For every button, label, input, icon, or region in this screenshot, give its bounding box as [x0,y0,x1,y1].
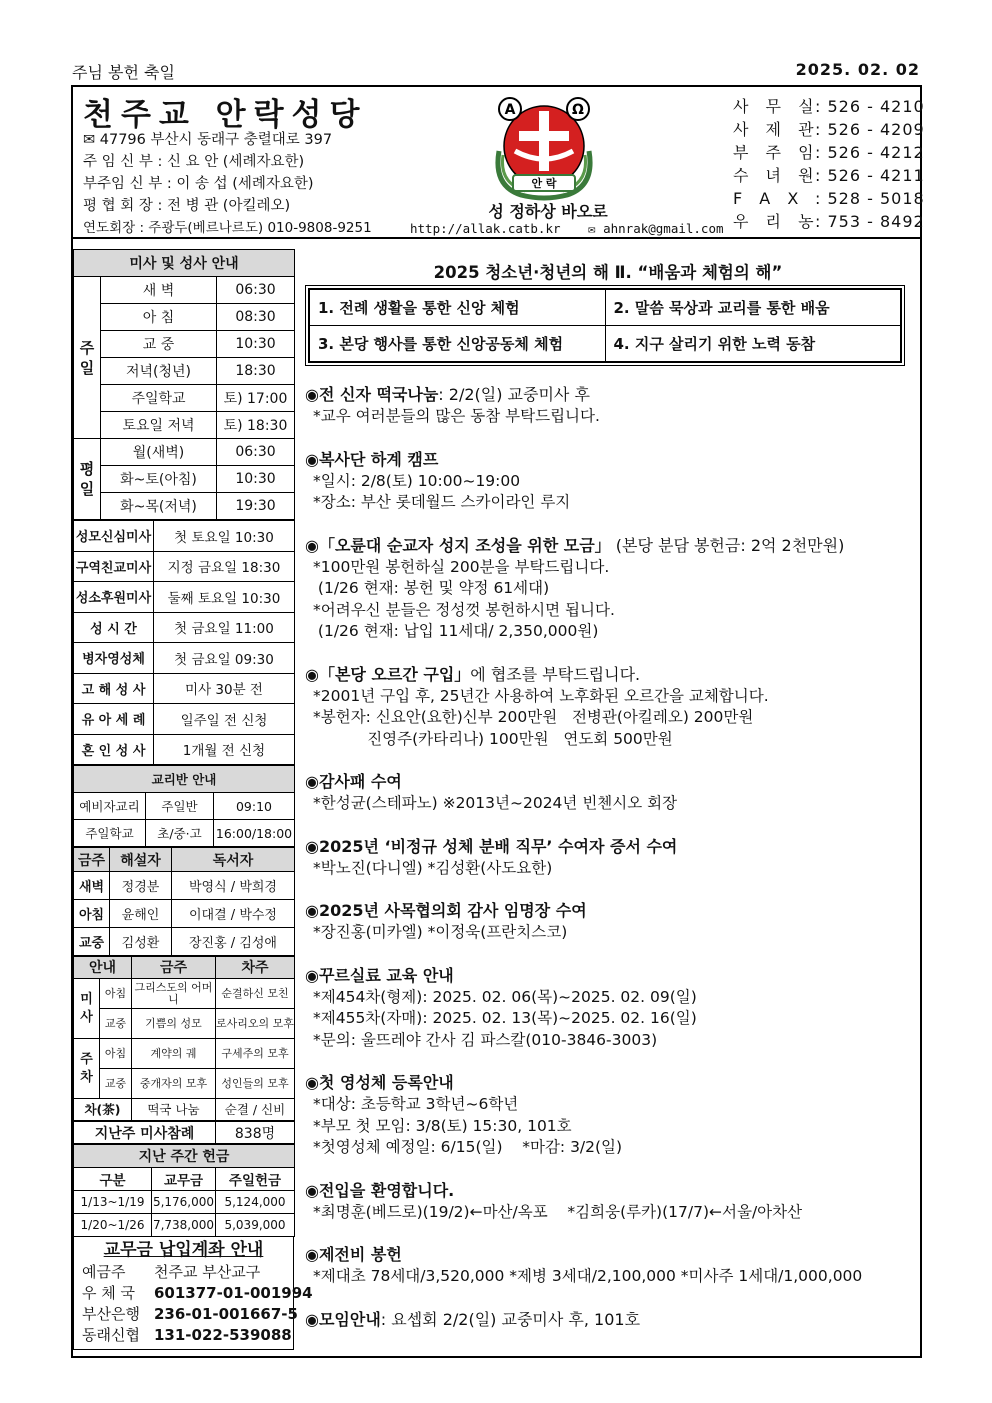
table-row [74,734,295,765]
offering-period: 1/13~1/19 [74,1191,152,1214]
table-row [310,326,901,362]
catechism-table [73,765,295,847]
news-line: *장소: 부산 롯데월드 스카이라인 루지 [313,493,571,511]
news-line: *박노진(다니엘) *김성환(사도요한) [313,858,553,877]
mass-time: 08:30 [217,304,295,331]
top-strip [72,58,920,84]
news-item [305,965,911,1052]
mass-name: 화~목(저녁) [101,493,217,520]
guide-mass: 아침 [100,1039,132,1069]
news-title-bold: ◉2025년 ‘비정규 성체 분배 직무’ 수여자 증서 수여 [305,836,678,856]
mass-time: 18:30 [217,358,295,385]
bank-name: 동래신협 [82,1326,140,1344]
news-item [305,449,911,514]
main-content [305,249,911,1352]
news-title-rest: (본당 분담 봉헌금: 2억 2천만원) [610,535,845,555]
guide-this-week: 중개자의 모후 [132,1069,216,1099]
guide-mass: 아침 [100,979,132,1009]
account-title: 교무금 납입계좌 안내 [103,1240,264,1260]
mass-name: 주일학교 [101,385,217,412]
guide-next-week: 순결하신 모친 [216,979,295,1009]
news-line: (1/26 현재: 납입 11세대/ 2,350,000원) [313,622,599,640]
news-line: *제455차(자매): 2025. 02. 13(목)~2025. 02. 16(일) [313,1009,697,1027]
mass-time: 토) 17:00 [217,385,295,412]
news-item [305,535,911,643]
contacts [733,95,925,233]
news-item [305,1072,911,1159]
mass-time: 06:30 [217,439,295,466]
sacraments-table [73,520,295,765]
reader-mass: 아침 [74,900,110,928]
theme-item: 2. 말씀 묵상과 교리를 통한 배움 [605,290,901,326]
table-row [74,612,295,643]
news-title-bold: ◉첫 영성체 등록안내 [305,1073,454,1092]
mass-name: 월(새벽) [101,439,217,466]
mass-time: 토) 18:30 [217,412,295,439]
contact-office [733,95,925,118]
news-item [305,1244,911,1288]
col-header: 차주 [216,957,295,979]
account-number: 601377-01-001994 [154,1284,313,1302]
account-row [82,1304,298,1325]
contact-label: 사 제 관 [733,120,820,139]
news-list [305,384,911,1331]
bulletin-date: 2025. 02. 02 [795,60,920,79]
lectors: 이대결 / 박수정 [172,900,295,928]
news-line: *문의: 울뜨레야 간사 김 파스칼(010-3846-3003) [313,1030,658,1049]
feast-name: 주님 봉헌 축일 [72,63,175,82]
col-header: 구분 [74,1168,152,1191]
sacrament-time: 미사 30분 전 [154,673,295,704]
col-header: 주일헌금 [216,1168,295,1191]
table-row [74,704,295,735]
account-row [82,1283,313,1304]
address: ✉ 47796 부산시 동래구 충렬대로 397 [83,132,333,148]
news-title-rest: : 2/2(일) 교중미사 후 [438,385,590,404]
guide-next-week: 성인들의 모후 [216,1069,295,1099]
news-line: *봉헌자: 신요안(요한)신부 200만원 전병관(아킬레오) 200만원 [313,708,754,726]
news-title-bold: ◉감사패 수여 [305,772,402,791]
church-logo [485,91,603,201]
tea-label: 차(茶) [74,1099,132,1121]
theme-box [305,285,905,366]
guide-this-week: 그리스도의 어머니 [132,979,216,1009]
sacrament-name: 병자영성체 [74,643,154,674]
table-row [74,304,295,331]
church-info [83,129,372,239]
theme-title: 2025 청소년·청년의 해 Ⅱ. “배움과 체험의 해” [433,263,783,282]
table-row [74,673,295,704]
guide-mass: 교중 [100,1069,132,1099]
news-item [305,1180,911,1224]
contact-label: 수 녀 원 [733,166,820,185]
news-item [305,384,911,428]
guide-this-week: 계약의 궤 [132,1039,216,1069]
contact-label: 부 주 임 [733,143,820,162]
account-holder-label: 예금주 [82,1263,126,1281]
news-line: *대상: 초등학교 3학년~6학년 [313,1095,519,1113]
contact-rectory [733,118,925,141]
weekday-label: 평 일 [74,439,101,520]
staff-yeondo: 연도회장 : 주광두(베르나르도) 010-9808-9251 [83,220,372,236]
table-header [74,957,295,979]
mass-time: 10:30 [217,331,295,358]
col-header: 안내 [74,957,132,979]
news-title [305,1309,911,1331]
sacrament-time: 둘째 토요일 10:30 [154,582,295,613]
tea-row [74,1099,295,1121]
sacrament-name: 혼 인 성 사 [74,734,154,765]
mass-title: 미사 및 성사 안내 [74,250,295,277]
commentator: 윤해인 [110,900,172,928]
sacrament-name: 유 아 세 례 [74,704,154,735]
news-title [305,836,911,858]
news-title [305,1180,911,1202]
attendance-value: 838명 [216,1122,295,1144]
news-title-bold: ◉모임안내 [305,1309,381,1329]
news-title-bold: ◉「본당 오르간 구입」 [305,664,471,684]
website-link[interactable]: http://allak.catb.kr [410,221,561,236]
contact-assistant [733,141,925,164]
news-title-bold: ◉전입을 환영합니다. [305,1180,455,1200]
offering-period: 1/20~1/26 [74,1214,152,1237]
news-line: *장진홍(미카엘) *이정욱(프란치스코) [313,923,568,941]
class-name: 주일학교 [74,820,146,847]
table-row [74,643,295,674]
table-row [74,793,295,820]
account-row [82,1325,293,1346]
table-row [74,521,295,552]
news-title-bold: ◉「오륜대 순교자 성지 조성을 위한 모금」 [305,535,611,555]
class-day: 주일반 [146,793,214,820]
contact-urinong [733,210,925,233]
guide-mass: 교중 [100,1009,132,1039]
news-title [305,535,911,557]
logo-text: 안 락 [531,177,557,190]
sacrament-time: 1개월 전 신청 [154,734,295,765]
email-link[interactable]: ✉ ahnrak@gmail.com [588,221,724,236]
table-header [74,848,295,872]
contact-value: : 526 - 4209 [815,120,925,139]
table-row [74,900,295,928]
offering-dues: 7,738,000 [152,1214,216,1237]
news-line: (1/26 현재: 봉헌 및 약정 61세대) [313,579,550,597]
sacrament-time: 지정 금요일 18:30 [154,551,295,582]
news-line: 진영주(카타리나) 100만원 연도회 500만원 [313,729,673,748]
news-line: *100만원 봉헌하실 200분을 부탁드립니다. [313,557,610,576]
table-row [74,979,295,1009]
table-row [74,872,295,900]
staff-council: 평 협 회 장 : 전 병 관 (아킬레오) [83,198,291,214]
table-row [74,331,295,358]
offering-sunday: 5,124,000 [216,1191,295,1214]
contact-value: : 753 - 8492 [815,212,925,231]
news-item [305,900,911,944]
table-row [74,466,295,493]
header [73,87,925,239]
alpha-letter: A [504,102,516,118]
bank-name: 우 체 국 [82,1284,136,1302]
news-line: *어려우신 분들은 정성껏 봉헌하시면 됩니다. [313,600,615,619]
contact-label: F A X [733,189,805,208]
lectors: 박영식 / 박희경 [172,872,295,900]
account-number: 236-01-001667-5 [154,1305,298,1323]
offering-sunday: 5,039,000 [216,1214,295,1237]
mass-name: 화~토(아침) [101,466,217,493]
col-header: 독서자 [172,848,295,872]
staff-assistant: 부주임 신 부 : 이 송 섭 (세례자요한) [83,176,314,192]
theme-item: 1. 전례 생활을 통한 신앙 체험 [310,290,606,326]
table-row [74,1214,295,1237]
news-line: *제454차(형제): 2025. 02. 06(목)~2025. 02. 09(일) [313,987,697,1006]
news-title [305,449,911,471]
table-row [74,1009,295,1039]
mass-time: 06:30 [217,277,295,304]
news-title [305,771,911,793]
sacrament-time: 첫 금요일 09:30 [154,643,295,674]
table-row [74,820,295,847]
contact-label: 사 무 실 [733,97,820,116]
news-title-rest: : 요셉회 2/2(일) 교중미사 후, 101호 [380,1309,641,1329]
bulletin-frame [71,85,925,1358]
account-holder [82,1262,293,1283]
sacrament-time: 일주일 전 신청 [154,704,295,735]
offering-title: 지난 주간 헌금 [74,1145,295,1168]
commentator: 정경분 [110,872,172,900]
sacrament-name: 구역친교미사 [74,551,154,582]
news-item [305,836,911,880]
news-item [305,664,911,751]
news-title [305,1244,911,1266]
news-title-rest: 에 협조를 부탁드립니다. [470,664,641,684]
col-header: 교무금 [152,1168,216,1191]
tea-next-week: 순결 / 신비 [216,1099,295,1121]
theme-item: 3. 본당 행사를 통한 신앙공동체 체험 [310,326,606,362]
sacrament-name: 고 해 성 사 [74,673,154,704]
table-header [74,1145,295,1168]
mass-name: 새 벽 [101,277,217,304]
sacrament-name: 성소후원미사 [74,582,154,613]
mass-time: 19:30 [217,493,295,520]
sacrament-time: 첫 금요일 11:00 [154,612,295,643]
news-line: *제대초 78세대/3,520,000 *제병 3세대/2,100,000 *미사주 1세대/1,000,000 [313,1267,863,1285]
news-title [305,664,911,686]
offering-table [73,1144,295,1237]
attendance-table [73,1121,295,1144]
table-row [310,290,901,326]
news-title [305,1072,911,1094]
class-name: 예비자교리 [74,793,146,820]
news-title-bold: ◉복사단 하계 캠프 [305,449,439,469]
news-title [305,965,911,987]
sacrament-name: 성 시 간 [74,612,154,643]
col-header: 금주 [132,957,216,979]
news-line: *최명훈(베드로)(19/2)←마산/옥포 *김희웅(루카)(17/7)←서울/아차산 [313,1202,803,1221]
news-line: *첫영성체 예정일: 6/15(일) *마감: 3/2(일) [313,1138,623,1156]
patron-saint: 성 정하상 바오로 [488,202,608,221]
guide-this-week: 기쁨의 성모 [132,1009,216,1039]
mass-name: 아 침 [101,304,217,331]
staff-pastor: 주 임 신 부 : 신 요 안 (세례자요한) [83,154,305,170]
guide-next-label: 주 차 [74,1039,100,1099]
news-item [305,1309,911,1331]
table-row [74,1069,295,1099]
news-line: *2001년 구입 후, 25년간 사용하여 노후화된 오르간을 교체합니다. [313,686,769,705]
news-title-bold: ◉꾸르실료 교육 안내 [305,965,454,985]
news-line: *부모 첫 모임: 3/8(토) 15:30, 101호 [313,1116,572,1135]
class-time: 09:10 [214,793,295,820]
contact-label: 우 리 농 [733,212,820,231]
commentator: 김성환 [110,928,172,956]
guide-table [73,956,295,1121]
theme-item: 4. 지구 살리기 위한 노력 동참 [605,326,901,362]
sacrament-time: 첫 토요일 10:30 [154,521,295,552]
table-header [74,1168,295,1191]
mass-name: 토요일 저녁 [101,412,217,439]
mass-name: 교 중 [101,331,217,358]
sidebar [73,249,313,1350]
contact-value: : 526 - 4210 [815,97,925,116]
news-item [305,771,911,815]
account-holder-value: 천주교 부산교구 [154,1263,261,1281]
news-title-bold: ◉전 신자 떡국나눔 [305,385,439,404]
table-row [74,582,295,613]
guide-mass-label: 미 사 [74,979,100,1039]
guide-next-week: 구세주의 모후 [216,1039,295,1069]
news-title [305,384,911,406]
contact-value: : 528 - 5018 [815,189,925,208]
news-title-bold: ◉2025년 사목협의회 감사 임명장 수여 [305,901,587,920]
contact-fax [733,187,925,210]
table-row [74,277,295,304]
mass-time: 10:30 [217,466,295,493]
contact-value: : 526 - 4211 [815,166,925,185]
church-name: 천주교 안락성당 [83,97,368,133]
sunday-label: 주 일 [74,277,101,439]
guide-next-week: 로사리오의 모후 [216,1009,295,1039]
table-row [74,551,295,582]
bank-name: 부산은행 [82,1305,140,1323]
web-links [410,221,724,236]
readers-table [73,847,295,956]
table-row [74,1122,295,1144]
news-title-bold: ◉제전비 봉헌 [305,1245,402,1264]
reader-mass: 교중 [74,928,110,956]
class-time: 16:00/18:00 [214,820,295,847]
table-row [74,1191,295,1214]
table-row [74,358,295,385]
col-header: 해설자 [110,848,172,872]
catechism-title: 교리반 안내 [74,766,295,793]
table-row [74,412,295,439]
mass-name: 저녁(청년) [101,358,217,385]
contact-value: : 526 - 4212 [815,143,925,162]
table-row [74,493,295,520]
account-info [73,1237,313,1350]
news-title [305,900,911,922]
sacrament-name: 성모신심미사 [74,521,154,552]
omega-letter: Ω [572,102,584,118]
col-header: 금주 [74,848,110,872]
news-line: *일시: 2/8(토) 10:00~19:00 [313,471,521,490]
table-row [74,385,295,412]
mass-schedule-table [73,249,295,520]
account-number: 131-022-539088 [154,1326,292,1344]
lectors: 장진홍 / 김성애 [172,928,295,956]
news-line: *한성균(스테파노) ※2013년~2024년 빈첸시오 회장 [313,794,678,812]
offering-dues: 5,176,000 [152,1191,216,1214]
reader-mass: 새벽 [74,872,110,900]
table-row [74,928,295,956]
contact-convent [733,164,925,187]
attendance-label: 지난주 미사참례 [74,1122,216,1144]
news-line: *교우 여러분들의 많은 동참 부탁드립니다. [313,407,600,425]
tea-this-week: 떡국 나눔 [132,1099,216,1121]
class-day: 초/중·고 [146,820,214,847]
table-row [74,1039,295,1069]
table-row [74,439,295,466]
